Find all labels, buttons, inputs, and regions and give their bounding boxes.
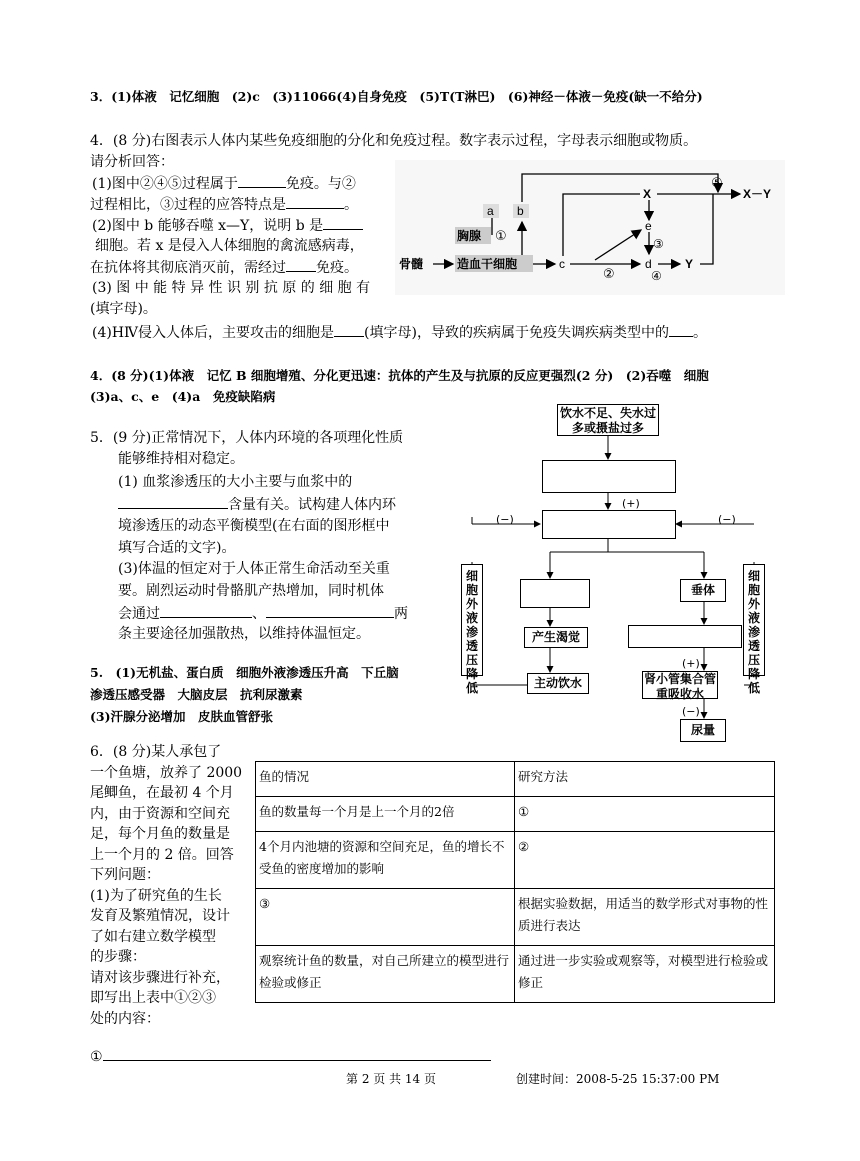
table-cell: ② bbox=[515, 832, 775, 889]
q4-p2-text3: 在抗体将其彻底消灭前，需经过 bbox=[90, 260, 286, 276]
flowchart-lines bbox=[452, 402, 777, 747]
answer-blank[interactable] bbox=[118, 494, 228, 509]
page-number: 第 2 页 共 14 页 bbox=[346, 1072, 436, 1086]
q6-line: 内，由于资源和空间充 bbox=[90, 805, 230, 822]
label-step4: ④ bbox=[651, 269, 662, 283]
fish-model-table bbox=[255, 761, 775, 1003]
table-row bbox=[256, 797, 775, 832]
q5-line7: (3)体温的恒定对于人体正常生命活动至关重 bbox=[118, 561, 390, 577]
q5-line4 bbox=[118, 494, 396, 515]
answer-blank[interactable] bbox=[286, 257, 316, 272]
q5-line4-text: 含量有关。试构建人体内环 bbox=[228, 497, 396, 513]
flow-minus-right: (−) bbox=[718, 513, 736, 526]
flow-plus-2: (+) bbox=[682, 657, 700, 670]
q3-answer: 3．(1)体液 记忆细胞 (2)c (3)11066(4)自身免疫 (5)T(T淋巴) (6)神经－体液－免疫(缺一不给分) bbox=[90, 89, 703, 104]
flow-pituitary: 垂体 bbox=[680, 579, 726, 602]
table-cell: ③ bbox=[256, 889, 515, 946]
answer-blank[interactable] bbox=[669, 322, 693, 337]
q5-line9-end: 两 bbox=[394, 606, 408, 622]
q4-p1-text4: 。 bbox=[344, 197, 358, 213]
q4-part1 bbox=[92, 173, 356, 194]
created-time: 创建时间：2008-5-25 15:37:00 PM bbox=[516, 1072, 720, 1086]
answer-blank[interactable] bbox=[323, 215, 363, 230]
label-c: c bbox=[559, 257, 565, 271]
q6-line: 发育及繁殖情况，设计 bbox=[90, 908, 230, 924]
immune-diagram-svg bbox=[395, 160, 785, 295]
flow-blank-box-2[interactable] bbox=[542, 510, 676, 539]
q4-answer-line2: (3)a、c、e (4)a 免疫缺陷病 bbox=[90, 389, 276, 404]
q5-line9-text: 会通过 bbox=[118, 606, 160, 622]
q6-answer-line bbox=[90, 1046, 491, 1067]
q6-line: 一个鱼塘，放养了 2000 bbox=[90, 764, 243, 781]
q4-part2 bbox=[92, 215, 363, 236]
q5-line9-sep: 、 bbox=[252, 606, 266, 622]
q5-line9 bbox=[118, 603, 408, 624]
flow-drink: 主动饮水 bbox=[527, 673, 589, 694]
flow-blank-box-1[interactable] bbox=[542, 460, 676, 493]
q4-part2-cont: 细胞。若 x 是侵入人体细胞的禽流感病毒， bbox=[95, 238, 364, 254]
table-row bbox=[256, 832, 775, 889]
q4-stem-line1: 4．(8 分)右图表示人体内某些免疫细胞的分化和免疫过程。数字表示过程，字母表示细胞或物质。 bbox=[90, 133, 698, 149]
table-header-row bbox=[256, 762, 775, 797]
q5-line10: 条主要途径加强散热，以维持体温恒定。 bbox=[118, 626, 370, 642]
q4-p4-text2: (填字母)，导致的疾病属于免疫失调疾病类型中的 bbox=[364, 325, 669, 341]
q4-p2-text: (2)图中 b 能够吞噬 x—Y，说明 b 是 bbox=[92, 218, 324, 234]
answer-blank[interactable] bbox=[160, 603, 252, 618]
flow-side-box-right: 细胞外液渗透压降低 bbox=[743, 564, 765, 676]
label-thymus: 胸腺 bbox=[457, 229, 482, 243]
q5-line3: (1) 血浆渗透压的大小主要与血浆中的 bbox=[118, 474, 353, 490]
q4-p1-text3: 过程相比，③过程的应答特点是 bbox=[90, 197, 286, 213]
q6-line: 下列问题： bbox=[90, 867, 160, 883]
flow-urine: 尿量 bbox=[680, 719, 726, 742]
q6-line: 的步骤： bbox=[90, 949, 146, 965]
q4-part3-cont: (填字母)。 bbox=[90, 301, 157, 317]
q6-line: 尾鲫鱼，在最初 4 个月 bbox=[90, 785, 234, 801]
q4-stem-line2: 请分析回答： bbox=[90, 154, 174, 170]
table-header-cell: 鱼的情况 bbox=[256, 762, 515, 797]
q4-p4-text: (4)HⅣ侵入人体后，主要攻击的细胞是 bbox=[92, 325, 335, 341]
label-X: X bbox=[643, 187, 652, 201]
q5-answer-line2: 渗透压感受器 大脑皮层 抗利尿激素 bbox=[90, 687, 303, 702]
q5-line1: 5．(9 分)正常情况下，人体内环境的各项理化性质 bbox=[90, 430, 404, 446]
q5-line5: 境渗透压的动态平衡模型(在右面的图形框中 bbox=[118, 518, 390, 534]
label-step3: ③ bbox=[653, 237, 664, 251]
q6-line: 请对该步骤进行补充， bbox=[90, 969, 230, 986]
label-marrow: 骨髓 bbox=[399, 257, 424, 271]
q4-part2-cont2 bbox=[90, 257, 358, 278]
label-d: d bbox=[645, 257, 652, 271]
q6-line: 足，每个月鱼的数量是 bbox=[90, 826, 230, 842]
table-cell: 根据实验数据，用适当的数学形式对事物的性质进行表达 bbox=[515, 889, 775, 946]
flow-blank-box-4[interactable] bbox=[628, 625, 742, 648]
q4-part1-cont bbox=[90, 194, 358, 215]
q6-line: 即写出上表中①②③ bbox=[90, 990, 216, 1006]
answer-blank[interactable] bbox=[238, 173, 286, 188]
answer-blank[interactable] bbox=[286, 194, 344, 209]
flow-side-box-left: 细胞外液渗透压降低 bbox=[461, 564, 483, 676]
flow-plus-1: (+) bbox=[622, 497, 640, 510]
flow-top-box: 饮水不足、失水过多或摄盐过多 bbox=[557, 404, 659, 436]
flow-kidney: 肾小管集合管重吸收水 bbox=[643, 672, 716, 701]
q6-stem bbox=[90, 742, 250, 1029]
flow-minus-left: (−) bbox=[496, 513, 514, 526]
answer-blank[interactable] bbox=[103, 1046, 491, 1061]
q6-line: 上一个月的 2 倍。回答 bbox=[90, 846, 234, 863]
q4-answer-line1: 4．(8 分)(1)体液 记忆 B 细胞增殖、分化更迅速：抗体的产生及与抗原的反应更强烈(2 分) (2)吞噬 细胞 bbox=[90, 368, 709, 383]
table-cell: 通过进一步实验或观察等，对模型进行检验或修正 bbox=[515, 946, 775, 1003]
label-a: a bbox=[487, 204, 494, 218]
q5-line8: 要。剧烈运动时骨骼肌产热增加，同时机体 bbox=[118, 583, 384, 599]
q4-p4-text3: 。 bbox=[692, 325, 707, 341]
q6-line: (1)为了研究鱼的生长 bbox=[90, 887, 222, 904]
answer-blank[interactable] bbox=[334, 322, 364, 337]
label-b: b bbox=[517, 204, 524, 218]
label-step2: ② bbox=[603, 267, 615, 282]
flow-blank-box-3[interactable] bbox=[520, 579, 590, 608]
label-Y: Y bbox=[685, 257, 694, 271]
q4-p1-text2: 免疫。与② bbox=[285, 176, 356, 192]
table-header-cell: 研究方法 bbox=[515, 762, 775, 797]
table-row bbox=[256, 889, 775, 946]
q4-part3: (3) 图 中 能 特 异 性 识 别 抗 原 的 细 胞 有 bbox=[92, 280, 371, 296]
q5-answer-line3: (3)汗腺分泌增加 皮肤血管舒张 bbox=[90, 709, 274, 724]
q5-line2: 能够维持相对稳定。 bbox=[118, 451, 244, 467]
table-cell: 4个月内池塘的资源和空间充足，鱼的增长不受鱼的密度增加的影响 bbox=[256, 832, 515, 889]
q6-line: 了如右建立数学模型 bbox=[90, 928, 216, 945]
q5-line6: 填写合适的文字)。 bbox=[118, 540, 236, 556]
q6-line: 6．(8 分)某人承包了 bbox=[90, 744, 222, 760]
immune-diagram bbox=[395, 160, 785, 295]
q4-p1-text: (1)图中②④⑤过程属于 bbox=[92, 176, 238, 192]
table-cell: ① bbox=[515, 797, 775, 832]
label-step5: ⑤ bbox=[711, 176, 723, 191]
table-cell: 鱼的数量每一个月是上一个月的2倍 bbox=[256, 797, 515, 832]
answer-blank[interactable] bbox=[266, 603, 394, 618]
q5-answer-line1: 5. (1)无机盐、蛋白质 细胞外液渗透压升高 下丘脑 bbox=[90, 665, 399, 680]
label-stem-cell: 造血干细胞 bbox=[457, 257, 518, 271]
label-e: e bbox=[645, 219, 652, 233]
label-XY: X－Y bbox=[743, 187, 772, 201]
label-step1: ① bbox=[495, 229, 507, 244]
q6-answer-mark: ① bbox=[90, 1049, 103, 1065]
table-cell: 观察统计鱼的数量，对自己所建立的模型进行检验或修正 bbox=[256, 946, 515, 1003]
flow-minus-3: (−) bbox=[682, 705, 700, 718]
flow-thirst: 产生渴觉 bbox=[524, 627, 588, 648]
osmotic-flowchart bbox=[452, 402, 777, 747]
table-row bbox=[256, 946, 775, 1003]
q4-part4 bbox=[92, 322, 707, 343]
q4-p2-text4: 免疫。 bbox=[316, 260, 358, 276]
q6-line: 处的内容： bbox=[90, 1010, 160, 1027]
